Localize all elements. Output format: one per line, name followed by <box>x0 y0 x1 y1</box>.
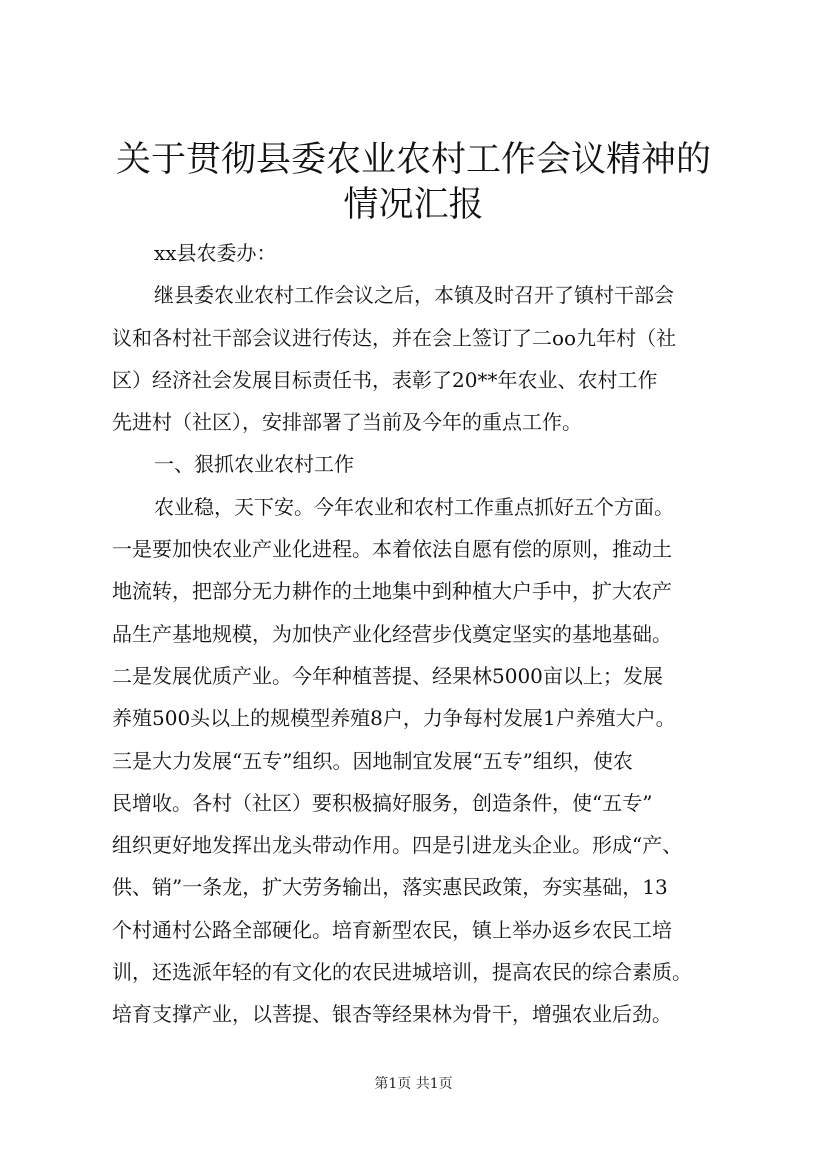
paragraph-line: 先进村（社区），安排部署了当前及今年的重点工作。 <box>112 410 582 435</box>
paragraph-line: 组织更好地发挥出龙头带动作用。四是引进龙头企业。形成“产、 <box>112 833 683 858</box>
paragraph-line: 继县委农业农村工作会议之后，本镇及时召开了镇村干部会 <box>154 283 674 308</box>
paragraph-line: 三是大力发展“五专”组织。因地制宜发展“五专”组织，使农 <box>112 748 633 773</box>
paragraph-line: 训，还选派年轻的有文化的农民进城培训，提高农民的综合素质。 <box>112 960 692 985</box>
paragraph-line: 农业稳，天下安。今年农业和农村工作重点抓好五个方面。 <box>154 494 674 519</box>
page-footer: 第1页 共1页 <box>374 1076 453 1092</box>
document-title: 关于贯彻县委农业农村工作会议精神的情况汇报 <box>115 140 711 225</box>
paragraph-line: 培育支撑产业，以菩提、银杏等经果林为骨干，增强农业后劲。 <box>112 1002 672 1027</box>
paragraph-line: 品生产基地规模，为加快产业化经营步伐奠定坚实的基地基础。 <box>112 621 672 646</box>
paragraph-line: 养殖500头以上的规模型养殖8户，力争每村发展1户养殖大户。 <box>112 706 676 731</box>
paragraph-line: 民增收。各村（社区）要积极搞好服务，创造条件，使“五专” <box>112 790 653 815</box>
document-body <box>112 232 740 1036</box>
paragraph-line: 地流转，把部分无力耕作的土地集中到种植大户手中，扩大农产 <box>112 579 672 604</box>
paragraph-line: 个村通村公路全部硬化。培育新型农民，镇上举办返乡农民工培 <box>112 917 672 942</box>
paragraph-line: 议和各村社干部会议进行传达，并在会上签订了二oo九年村（社 <box>112 325 677 350</box>
paragraph-line: 二是发展优质产业。今年种植菩提、经果林5000亩以上；发展 <box>112 663 663 688</box>
salutation-line: xx县农委办： <box>154 241 277 265</box>
paragraph-line: 供、销”一条龙，扩大劳务输出，落实惠民政策，夯实基础，13 <box>112 875 668 900</box>
section-heading: 一、狠抓农业农村工作 <box>154 452 354 477</box>
paragraph-line: 区）经济社会发展目标责任书，表彰了20**年农业、农村工作 <box>112 367 658 392</box>
paragraph-line: 一是要加快农业产业化进程。本着依法自愿有偿的原则，推动土 <box>112 537 672 562</box>
